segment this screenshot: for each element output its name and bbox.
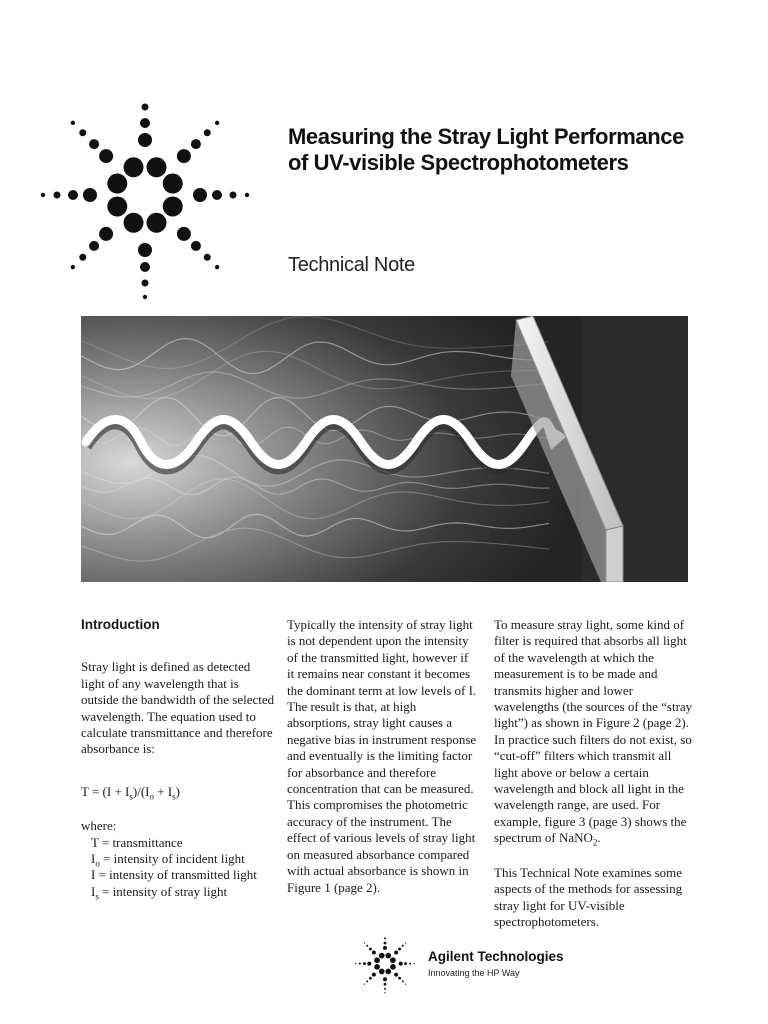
def-transmittance: T = transmittance	[91, 834, 183, 850]
column-two	[287, 617, 477, 896]
document-type: Technical Note	[288, 254, 415, 276]
column-introduction	[81, 617, 276, 900]
brand-tagline: Innovating the HP Way	[428, 968, 520, 978]
variable-definitions	[81, 835, 276, 901]
def-transmitted: I = intensity of transmitted light	[91, 867, 257, 883]
body-paragraph: This Technical Note examines some aspects of the methods for assessing stray light for UV-visible spectrophotometers.	[494, 864, 683, 929]
where-label: where:	[81, 818, 117, 834]
stray-light-illustration	[81, 316, 688, 582]
body-paragraph: Typically the intensity of stray light is not dependent upon the intensity of the transmitted light, however if it remains near constant it becomes the dominant term at low levels of I. The result is that, at high absorptions, stray light causes a negative bias in instrument response and eventually is the limiting factor for absorbance and therefore concentration that can be measured. This compromises the photometric accuracy of the instrument. The effect of various levels of stray light on measured absorbance compared with actual absorbance is shown in Figure 1 (page 2).	[287, 617, 477, 895]
column-three	[494, 617, 694, 930]
intro-paragraph: Stray light is defined as detected light of any wavelength that is outside the bandwidth of the selected wavelength. The equation used to calculate transmittance and therefore absorbance is:	[81, 659, 275, 757]
page-title	[288, 124, 728, 176]
brand-name: Agilent Technologies	[428, 949, 564, 964]
agilent-spark-icon	[355, 935, 415, 995]
agilent-spark-icon	[40, 100, 250, 300]
def-incident: $I_o$ = intensity of incident light	[91, 851, 245, 869]
title-line-2: of UV-visible Spectrophotometers	[288, 150, 629, 175]
body-paragraph: To measure stray light, some kind of filter is required that absorbs all light of the wavelength at which the measurement is to be made and transmits higher and lower wavelengths (the sources of the “stray light”) as shown in Figure 2 (page 2). In practice such filters do not exist, so “cut-off” filters which transmit all light above or below a certain wavelength and block all light in the wavelength range, are used. For example, figure 3 (page 3) shows the spectrum of NaNO$_2$.	[494, 617, 693, 848]
def-stray: $I_s$ = intensity of stray light	[91, 883, 228, 902]
title-line-1: Measuring the Stray Light Performance	[288, 124, 684, 149]
section-heading: Introduction	[81, 617, 160, 632]
transmittance-equation: $T = (I + I_s)/(I_o + I_s)$	[81, 783, 181, 802]
